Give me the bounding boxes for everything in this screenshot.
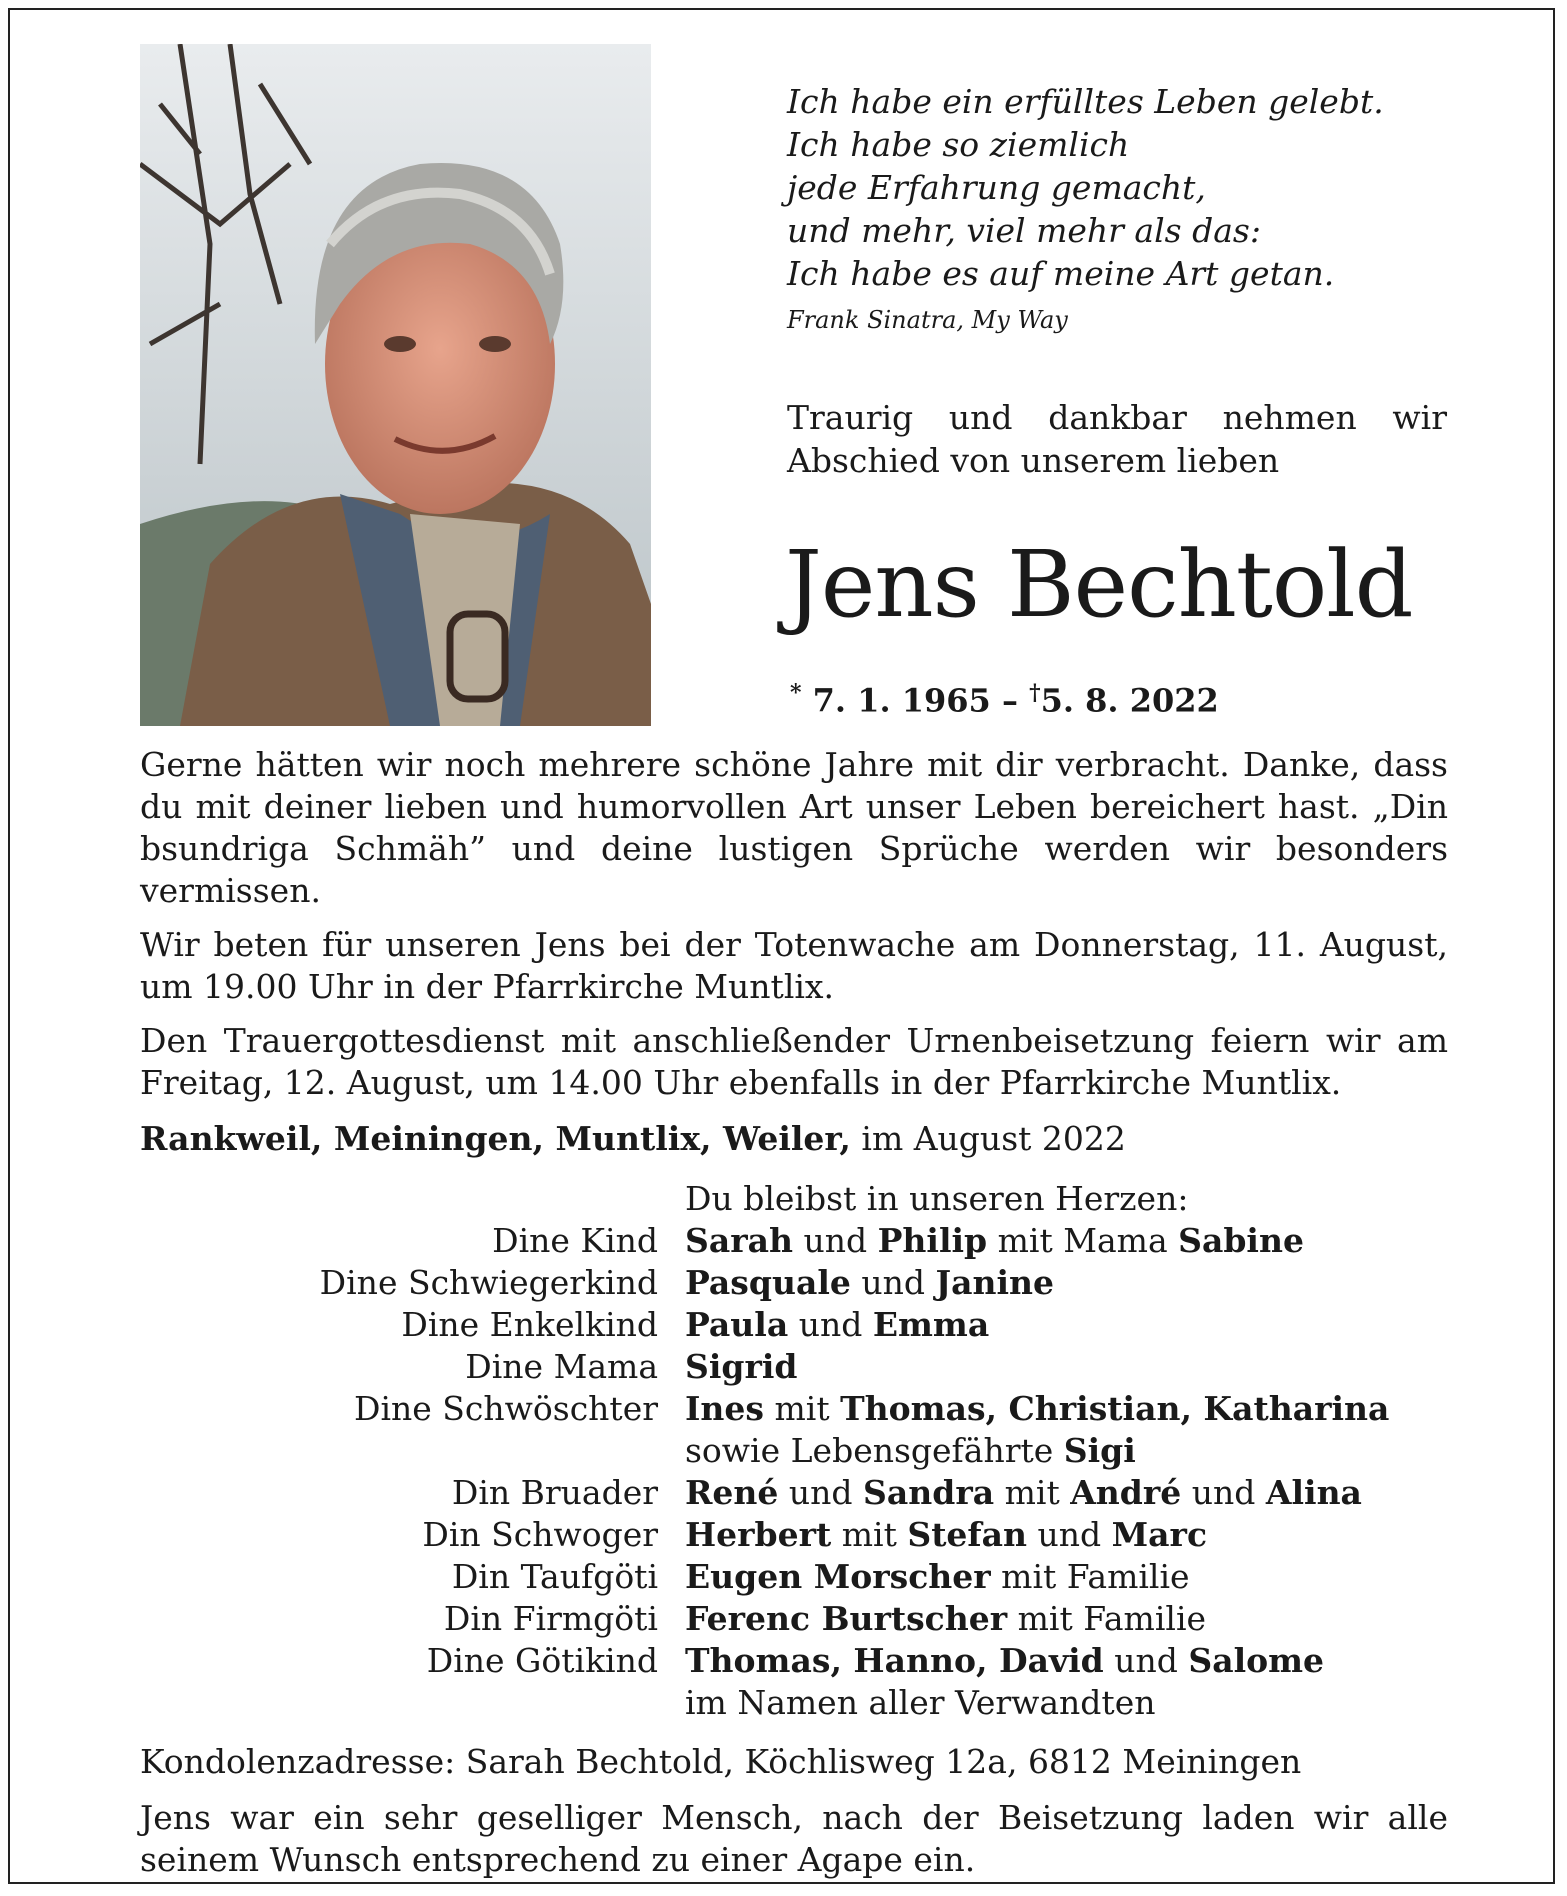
family-connector: mit Mama [987,1221,1179,1260]
family-member-name: Eugen Morscher [685,1557,991,1596]
paragraph-funeral: Den Trauergottesdienst mit anschließender Urnenbeisetzung feiern wir am Freitag, 12. August, um 14.00 Uhr ebenfalls in der Pfarrkirche Muntlix. [140,1021,1448,1102]
family-connector: sowie Lebensgefährte [685,1431,1064,1470]
family-connector: mit Familie [1007,1599,1207,1638]
family-connector: und [792,1221,878,1260]
quote-line: Ich habe so ziemlich [787,125,1130,164]
family-names [685,1598,1206,1640]
place-date-line [140,1118,1448,1160]
family-member-name: Sabine [1178,1221,1304,1260]
family-list [140,1178,1448,1724]
paragraph-memories: Gerne hätten wir noch mehrere schöne Jahre mit dir verbracht. Danke, dass du mit deiner lieben und humorvollen Art unser Leben bereichert hast. „Din bsundriga Schmäh” und deine lustigen Sprüche werden wir besonders vermissen. [140,745,1448,910]
family-row [140,1640,1448,1682]
family-member-name: Ferenc Burtscher [685,1599,1008,1638]
family-connector: und [778,1473,864,1512]
place-towns: Rankweil, Meiningen, Muntlix, Weiler, [140,1119,851,1158]
obituary-frame [8,8,1555,1884]
family-member-name: Philip [877,1221,988,1260]
birth-symbol: * [790,680,802,706]
family-relation: Dine Schwöschter [354,1389,658,1428]
family-relation: Dine Kind [492,1221,658,1260]
quote-line: Ich habe ein erfülltes Leben gelebt. [787,82,1384,121]
family-member-name: André [1070,1473,1182,1512]
family-row [140,1556,1448,1598]
family-member-name: Marc [1111,1515,1208,1554]
family-names [685,1388,1389,1430]
family-member-name: Sigi [1063,1431,1136,1470]
family-names [685,1640,1324,1682]
family-names [685,1220,1304,1262]
family-connector: mit [764,1389,841,1428]
family-names [685,1682,1155,1724]
family-connector: mit Familie [990,1557,1190,1596]
family-connector: und [788,1305,873,1344]
family-connector: und [1027,1515,1112,1554]
family-connector: mit [831,1515,908,1554]
family-member-name: Thomas, Christian, Katharina [840,1389,1390,1428]
portrait-illustration [140,44,651,726]
place-date: im August 2022 [861,1119,1126,1158]
intro-text: Traurig und dankbar nehmen wir Abschied von unserem lieben [787,398,1447,480]
paragraph-vigil: Wir beten für unseren Jens bei der Totenwache am Donnerstag, 11. August, um 19.00 Uhr in der Pfarrkirche Muntlix. [140,925,1448,1006]
family-member-name: Thomas, Hanno, David [685,1641,1104,1680]
family-member-name: Salome [1188,1641,1325,1680]
family-row [140,1346,1448,1388]
family-relation [140,1430,685,1472]
family-heading-row [140,1178,1448,1220]
family-names [685,1430,1136,1472]
family-row [140,1598,1448,1640]
family-member-name: Ines [685,1389,765,1428]
family-relation: Din Bruader [451,1473,658,1512]
family-member-name: Herbert [685,1515,832,1554]
family-connector: und [1103,1641,1189,1680]
family-relation: Dine Mama [465,1347,658,1386]
birth-date: 7. 1. 1965 [812,681,991,720]
family-relation: Dine Enkelkind [401,1305,658,1344]
family-member-name: Paula [685,1305,789,1344]
family-relation: Din Schwoger [422,1515,658,1554]
family-row [140,1430,1448,1472]
quote-line: und mehr, viel mehr als das: [787,211,1261,250]
family-member-name: Pasquale [685,1263,851,1302]
family-member-name: Stefan [907,1515,1028,1554]
death-date: 5. 8. 2022 [1040,681,1219,720]
family-connector: und [1181,1473,1266,1512]
date-separator: – [1001,681,1018,720]
family-relation: Din Taufgöti [451,1557,658,1596]
deceased-name: Jens Bechtold [785,531,1413,638]
family-names [685,1514,1207,1556]
family-member-name: Sandra [863,1473,995,1512]
family-heading: Du bleibst in unseren Herzen: [685,1179,1189,1218]
family-relation: Dine Götikind [426,1641,658,1680]
quote-line: Ich habe es auf meine Art getan. [787,254,1335,293]
family-relation: Din Firmgöti [443,1599,658,1638]
family-member-name: Sigrid [685,1347,798,1386]
family-names [685,1346,797,1388]
family-row [140,1514,1448,1556]
family-member-name: Alina [1265,1473,1362,1512]
condolence-address: Kondolenzadresse: Sarah Bechtold, Köchlisweg 12a, 6812 Meiningen [140,1742,1302,1781]
quote-line: jede Erfahrung gemacht, [787,168,1206,207]
portrait-photo [140,44,651,726]
family-connector: im Namen aller Verwandten [685,1683,1156,1722]
family-member-name: Emma [872,1305,990,1344]
family-names [685,1304,989,1346]
family-row [140,1472,1448,1514]
family-row [140,1388,1448,1430]
family-names [685,1472,1362,1514]
family-member-name: Sarah [685,1221,793,1260]
family-row [140,1262,1448,1304]
family-row [140,1682,1448,1724]
family-names [685,1262,1054,1304]
family-relation [140,1682,685,1724]
quote-block [787,80,1467,295]
family-row [140,1304,1448,1346]
family-connector: mit [994,1473,1071,1512]
family-member-name: Janine [935,1263,1055,1302]
family-member-name: René [685,1473,779,1512]
family-row [140,1220,1448,1262]
life-dates [790,680,1219,720]
family-names [685,1556,1190,1598]
closing-text: Jens war ein sehr geselliger Mensch, nach der Beisetzung laden wir alle seinem Wunsch entsprechend zu einer Agape ein. [140,1798,1448,1879]
death-symbol: † [1029,680,1041,706]
family-relation: Dine Schwiegerkind [319,1263,658,1302]
family-connector: und [850,1263,936,1302]
quote-attribution: Frank Sinatra, My Way [787,306,1068,334]
